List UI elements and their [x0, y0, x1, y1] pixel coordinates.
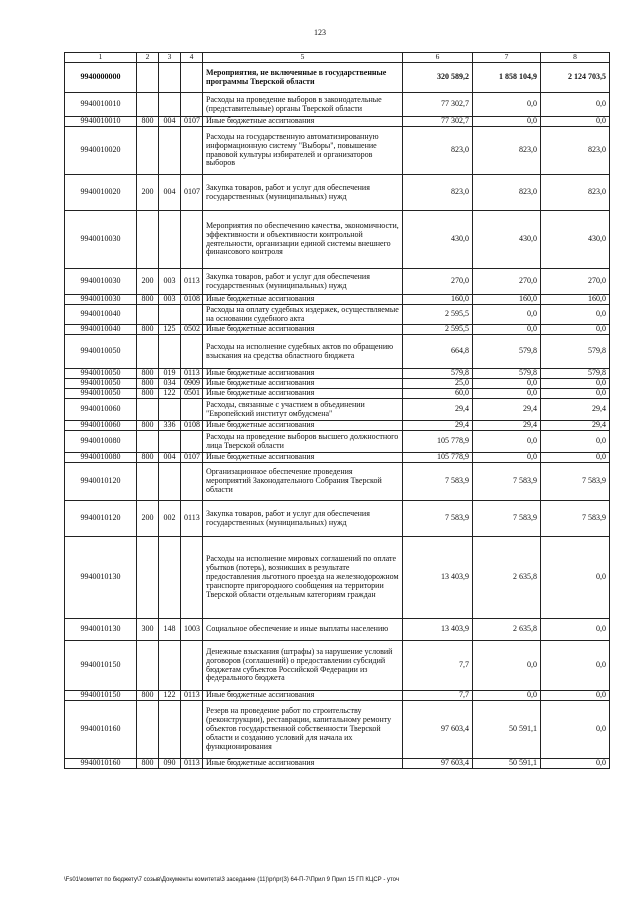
section-code-cell: [137, 305, 159, 325]
value-col7: 0,0: [473, 641, 541, 691]
value-col6: 823,0: [403, 175, 473, 211]
value-col8: 270,0: [541, 269, 610, 295]
row-code-cell: 9940010120: [65, 501, 137, 537]
row-description: Иные бюджетные ассигнования: [203, 421, 403, 431]
section-code-cell: [137, 537, 159, 619]
ministry-code-cell: [159, 335, 181, 369]
value-col6: 579,8: [403, 369, 473, 379]
subsection-code-cell: 0107: [181, 175, 203, 211]
column-header: 6: [403, 53, 473, 63]
ministry-code-cell: [159, 211, 181, 269]
column-header: 2: [137, 53, 159, 63]
section-code-cell: [137, 431, 159, 453]
value-col6: 160,0: [403, 295, 473, 305]
value-col6: 29,4: [403, 421, 473, 431]
value-col7: 823,0: [473, 127, 541, 175]
value-col6: 823,0: [403, 127, 473, 175]
subsection-code-cell: [181, 211, 203, 269]
value-col7: 430,0: [473, 211, 541, 269]
value-col7: 1 858 104,9: [473, 63, 541, 93]
subsection-code-cell: 0113: [181, 759, 203, 769]
column-header: 1: [65, 53, 137, 63]
subsection-code-cell: 0108: [181, 295, 203, 305]
section-code-cell: 200: [137, 175, 159, 211]
row-code-cell: 9940010130: [65, 537, 137, 619]
value-col7: 0,0: [473, 117, 541, 127]
table-row: [65, 93, 610, 117]
value-col6: 13 403,9: [403, 619, 473, 641]
value-col8: 7 583,9: [541, 501, 610, 537]
row-code-cell: 9940010160: [65, 759, 137, 769]
row-description: Денежные взыскания (штрафы) за нарушение условий договоров (соглашений) о предоставлении субсидий бюджетам субъектов Российской Федерации из федерального бюджета: [203, 641, 403, 691]
subsection-code-cell: [181, 641, 203, 691]
value-col6: 77 302,7: [403, 93, 473, 117]
section-code-cell: [137, 127, 159, 175]
ministry-code-cell: [159, 641, 181, 691]
ministry-code-cell: [159, 463, 181, 501]
header-row: [65, 53, 610, 63]
value-col7: 0,0: [473, 305, 541, 325]
row-description: Иные бюджетные ассигнования: [203, 379, 403, 389]
section-code-cell: 800: [137, 369, 159, 379]
column-header: 4: [181, 53, 203, 63]
value-col6: 430,0: [403, 211, 473, 269]
table-row: [65, 335, 610, 369]
section-code-cell: 800: [137, 691, 159, 701]
value-col8: 0,0: [541, 325, 610, 335]
ministry-code-cell: [159, 93, 181, 117]
subsection-code-cell: 0113: [181, 501, 203, 537]
row-description: Организационное обеспечение проведения мероприятий Законодательного Собрания Тверской области: [203, 463, 403, 501]
table-row: [65, 295, 610, 305]
value-col8: 0,0: [541, 701, 610, 759]
table-body: [65, 63, 610, 769]
row-code-cell: 9940010080: [65, 453, 137, 463]
row-description: Иные бюджетные ассигнования: [203, 325, 403, 335]
budget-table: [64, 52, 610, 769]
row-description: Расходы на государственную автоматизированную информационную систему "Выборы", повышение правовой культуры избирателей и организаторов выборов: [203, 127, 403, 175]
row-description: Расходы на оплату судебных издержек, осуществляемые на основании судебного акта: [203, 305, 403, 325]
value-col8: 0,0: [541, 117, 610, 127]
row-code-cell: 9940010020: [65, 127, 137, 175]
value-col7: 50 591,1: [473, 759, 541, 769]
section-code-cell: [137, 93, 159, 117]
value-col7: 0,0: [473, 379, 541, 389]
table-row: [65, 453, 610, 463]
value-col8: 0,0: [541, 305, 610, 325]
section-code-cell: 800: [137, 453, 159, 463]
row-code-cell: 9940010150: [65, 691, 137, 701]
subsection-code-cell: [181, 127, 203, 175]
value-col7: 0,0: [473, 431, 541, 453]
table-row: [65, 537, 610, 619]
subsection-code-cell: 1003: [181, 619, 203, 641]
table-row: [65, 431, 610, 453]
ministry-code-cell: 090: [159, 759, 181, 769]
table-row: [65, 501, 610, 537]
value-col6: 664,8: [403, 335, 473, 369]
section-code-cell: 800: [137, 117, 159, 127]
value-col8: 0,0: [541, 641, 610, 691]
row-code-cell: 9940010050: [65, 389, 137, 399]
value-col6: 29,4: [403, 399, 473, 421]
value-col6: 97 603,4: [403, 759, 473, 769]
value-col8: 430,0: [541, 211, 610, 269]
subsection-code-cell: [181, 305, 203, 325]
row-code-cell: 9940010150: [65, 641, 137, 691]
value-col6: 270,0: [403, 269, 473, 295]
ministry-code-cell: [159, 431, 181, 453]
value-col7: 7 583,9: [473, 501, 541, 537]
ministry-code-cell: [159, 399, 181, 421]
value-col8: 0,0: [541, 759, 610, 769]
value-col6: 7 583,9: [403, 463, 473, 501]
ministry-code-cell: 034: [159, 379, 181, 389]
subsection-code-cell: 0113: [181, 369, 203, 379]
ministry-code-cell: 148: [159, 619, 181, 641]
row-code-cell: 9940000000: [65, 63, 137, 93]
row-code-cell: 9940010060: [65, 421, 137, 431]
row-description: Расходы на проведение выборов в законодательные (представительные) органы Тверской области: [203, 93, 403, 117]
value-col7: 29,4: [473, 399, 541, 421]
value-col7: 50 591,1: [473, 701, 541, 759]
section-code-cell: [137, 641, 159, 691]
row-description: Иные бюджетные ассигнования: [203, 759, 403, 769]
value-col6: 2 595,5: [403, 325, 473, 335]
ministry-code-cell: [159, 63, 181, 93]
row-code-cell: 9940010120: [65, 463, 137, 501]
value-col6: 7 583,9: [403, 501, 473, 537]
subsection-code-cell: [181, 701, 203, 759]
section-code-cell: 800: [137, 389, 159, 399]
value-col8: 579,8: [541, 369, 610, 379]
ministry-code-cell: 003: [159, 295, 181, 305]
ministry-code-cell: [159, 537, 181, 619]
row-code-cell: 9940010060: [65, 399, 137, 421]
ministry-code-cell: 003: [159, 269, 181, 295]
value-col7: 0,0: [473, 325, 541, 335]
ministry-code-cell: [159, 127, 181, 175]
table-row: [65, 175, 610, 211]
table-row: [65, 369, 610, 379]
row-description: Закупка товаров, работ и услуг для обеспечения государственных (муниципальных) нужд: [203, 501, 403, 537]
value-col8: 160,0: [541, 295, 610, 305]
table-row: [65, 325, 610, 335]
value-col8: 2 124 703,5: [541, 63, 610, 93]
section-code-cell: [137, 399, 159, 421]
subsection-code-cell: [181, 463, 203, 501]
value-col8: 0,0: [541, 537, 610, 619]
row-code-cell: 9940010030: [65, 295, 137, 305]
table-row: [65, 127, 610, 175]
value-col6: 97 603,4: [403, 701, 473, 759]
subsection-code-cell: 0909: [181, 379, 203, 389]
value-col7: 2 635,8: [473, 537, 541, 619]
ministry-code-cell: 004: [159, 117, 181, 127]
section-code-cell: 800: [137, 759, 159, 769]
row-description: Расходы на исполнение судебных актов по обращению взыскания на средства областного бюджета: [203, 335, 403, 369]
ministry-code-cell: 004: [159, 453, 181, 463]
ministry-code-cell: 002: [159, 501, 181, 537]
row-code-cell: 9940010010: [65, 93, 137, 117]
ministry-code-cell: [159, 701, 181, 759]
section-code-cell: [137, 701, 159, 759]
ministry-code-cell: 004: [159, 175, 181, 211]
table-row: [65, 691, 610, 701]
row-description: Мероприятия, не включенные в государственные программы Тверской области: [203, 63, 403, 93]
value-col7: 0,0: [473, 389, 541, 399]
value-col7: 7 583,9: [473, 463, 541, 501]
value-col6: 7,7: [403, 691, 473, 701]
value-col7: 2 635,8: [473, 619, 541, 641]
table-row: [65, 641, 610, 691]
row-code-cell: 9940010050: [65, 379, 137, 389]
value-col8: 823,0: [541, 127, 610, 175]
column-header: 7: [473, 53, 541, 63]
value-col8: 0,0: [541, 93, 610, 117]
row-description: Закупка товаров, работ и услуг для обеспечения государственных (муниципальных) нужд: [203, 269, 403, 295]
subsection-code-cell: 0113: [181, 269, 203, 295]
value-col8: 0,0: [541, 453, 610, 463]
table-row: [65, 759, 610, 769]
table-row: [65, 63, 610, 93]
row-code-cell: 9940010020: [65, 175, 137, 211]
ministry-code-cell: 336: [159, 421, 181, 431]
table-row: [65, 421, 610, 431]
table-row: [65, 379, 610, 389]
subsection-code-cell: [181, 537, 203, 619]
value-col6: 60,0: [403, 389, 473, 399]
row-description: Иные бюджетные ассигнования: [203, 389, 403, 399]
table-row: [65, 619, 610, 641]
value-col6: 105 778,9: [403, 431, 473, 453]
value-col7: 823,0: [473, 175, 541, 211]
table-row: [65, 211, 610, 269]
value-col6: 25,0: [403, 379, 473, 389]
value-col8: 823,0: [541, 175, 610, 211]
column-header: 8: [541, 53, 610, 63]
value-col6: 13 403,9: [403, 537, 473, 619]
section-code-cell: 200: [137, 501, 159, 537]
subsection-code-cell: 0502: [181, 325, 203, 335]
file-path-footer: \Fs01\комитет по бюджету\7 созыв\Документы комитета\3 заседание (11)\pr\pr(3) 64-П-7\Прил 9 Прил 15 ГП КЦСР - уточ: [64, 877, 400, 883]
section-code-cell: 800: [137, 325, 159, 335]
section-code-cell: [137, 211, 159, 269]
row-description: Расходы на проведение выборов высшего должностного лица Тверской области: [203, 431, 403, 453]
section-code-cell: 200: [137, 269, 159, 295]
subsection-code-cell: [181, 399, 203, 421]
row-code-cell: 9940010030: [65, 269, 137, 295]
value-col8: 29,4: [541, 399, 610, 421]
row-description: Расходы на исполнение мировых соглашений по оплате убытков (потерь), возникших в результате предоставления льготного проезда на железнодорожном транспорте пригородного сообщения на территории Тверской области отдельным категориям граждан: [203, 537, 403, 619]
value-col7: 29,4: [473, 421, 541, 431]
ministry-code-cell: 122: [159, 389, 181, 399]
value-col7: 270,0: [473, 269, 541, 295]
subsection-code-cell: [181, 63, 203, 93]
value-col8: 29,4: [541, 421, 610, 431]
row-description: Иные бюджетные ассигнования: [203, 453, 403, 463]
subsection-code-cell: [181, 93, 203, 117]
row-description: Закупка товаров, работ и услуг для обеспечения государственных (муниципальных) нужд: [203, 175, 403, 211]
value-col6: 77 302,7: [403, 117, 473, 127]
column-header: 5: [203, 53, 403, 63]
value-col8: 0,0: [541, 389, 610, 399]
row-description: Иные бюджетные ассигнования: [203, 117, 403, 127]
table-row: [65, 701, 610, 759]
row-description: Мероприятия по обеспечению качества, экономичности, эффективности и объективности контрольной деятельности, организации единой системы внешнего финансового контроля: [203, 211, 403, 269]
section-code-cell: 800: [137, 295, 159, 305]
row-description: Социальное обеспечение и иные выплаты населению: [203, 619, 403, 641]
row-description: Иные бюджетные ассигнования: [203, 369, 403, 379]
page-number: 123: [314, 28, 326, 37]
subsection-code-cell: [181, 431, 203, 453]
row-code-cell: 9940010040: [65, 325, 137, 335]
subsection-code-cell: 0107: [181, 117, 203, 127]
value-col8: 0,0: [541, 379, 610, 389]
ministry-code-cell: 122: [159, 691, 181, 701]
row-code-cell: 9940010040: [65, 305, 137, 325]
value-col7: 0,0: [473, 453, 541, 463]
subsection-code-cell: 0108: [181, 421, 203, 431]
section-code-cell: 800: [137, 379, 159, 389]
row-code-cell: 9940010160: [65, 701, 137, 759]
subsection-code-cell: 0501: [181, 389, 203, 399]
value-col6: 7,7: [403, 641, 473, 691]
section-code-cell: [137, 463, 159, 501]
row-description: Иные бюджетные ассигнования: [203, 691, 403, 701]
value-col8: 579,8: [541, 335, 610, 369]
subsection-code-cell: [181, 335, 203, 369]
row-code-cell: 9940010130: [65, 619, 137, 641]
subsection-code-cell: 0107: [181, 453, 203, 463]
row-description: Резерв на проведение работ по строительству (реконструкции), реставрации, капитальному ремонту объектов государственной собственности Тверской области и созданию условий для начала их функционирования: [203, 701, 403, 759]
table-row: [65, 399, 610, 421]
section-code-cell: 800: [137, 421, 159, 431]
section-code-cell: 300: [137, 619, 159, 641]
value-col6: 2 595,5: [403, 305, 473, 325]
value-col8: 7 583,9: [541, 463, 610, 501]
column-header: 3: [159, 53, 181, 63]
subsection-code-cell: 0113: [181, 691, 203, 701]
table-row: [65, 463, 610, 501]
row-code-cell: 9940010010: [65, 117, 137, 127]
value-col8: 0,0: [541, 431, 610, 453]
value-col6: 105 778,9: [403, 453, 473, 463]
section-code-cell: [137, 335, 159, 369]
value-col7: 579,8: [473, 335, 541, 369]
row-code-cell: 9940010030: [65, 211, 137, 269]
ministry-code-cell: 125: [159, 325, 181, 335]
ministry-code-cell: [159, 305, 181, 325]
table-row: [65, 117, 610, 127]
row-code-cell: 9940010050: [65, 335, 137, 369]
value-col7: 579,8: [473, 369, 541, 379]
value-col8: 0,0: [541, 691, 610, 701]
row-description: Расходы, связанные с участием в объединении "Европейский институт омбудсмена": [203, 399, 403, 421]
row-code-cell: 9940010050: [65, 369, 137, 379]
value-col7: 0,0: [473, 691, 541, 701]
row-description: Иные бюджетные ассигнования: [203, 295, 403, 305]
table-row: [65, 305, 610, 325]
table-row: [65, 269, 610, 295]
table-row: [65, 389, 610, 399]
row-code-cell: 9940010080: [65, 431, 137, 453]
ministry-code-cell: 019: [159, 369, 181, 379]
value-col8: 0,0: [541, 619, 610, 641]
value-col6: 320 589,2: [403, 63, 473, 93]
section-code-cell: [137, 63, 159, 93]
value-col7: 160,0: [473, 295, 541, 305]
value-col7: 0,0: [473, 93, 541, 117]
